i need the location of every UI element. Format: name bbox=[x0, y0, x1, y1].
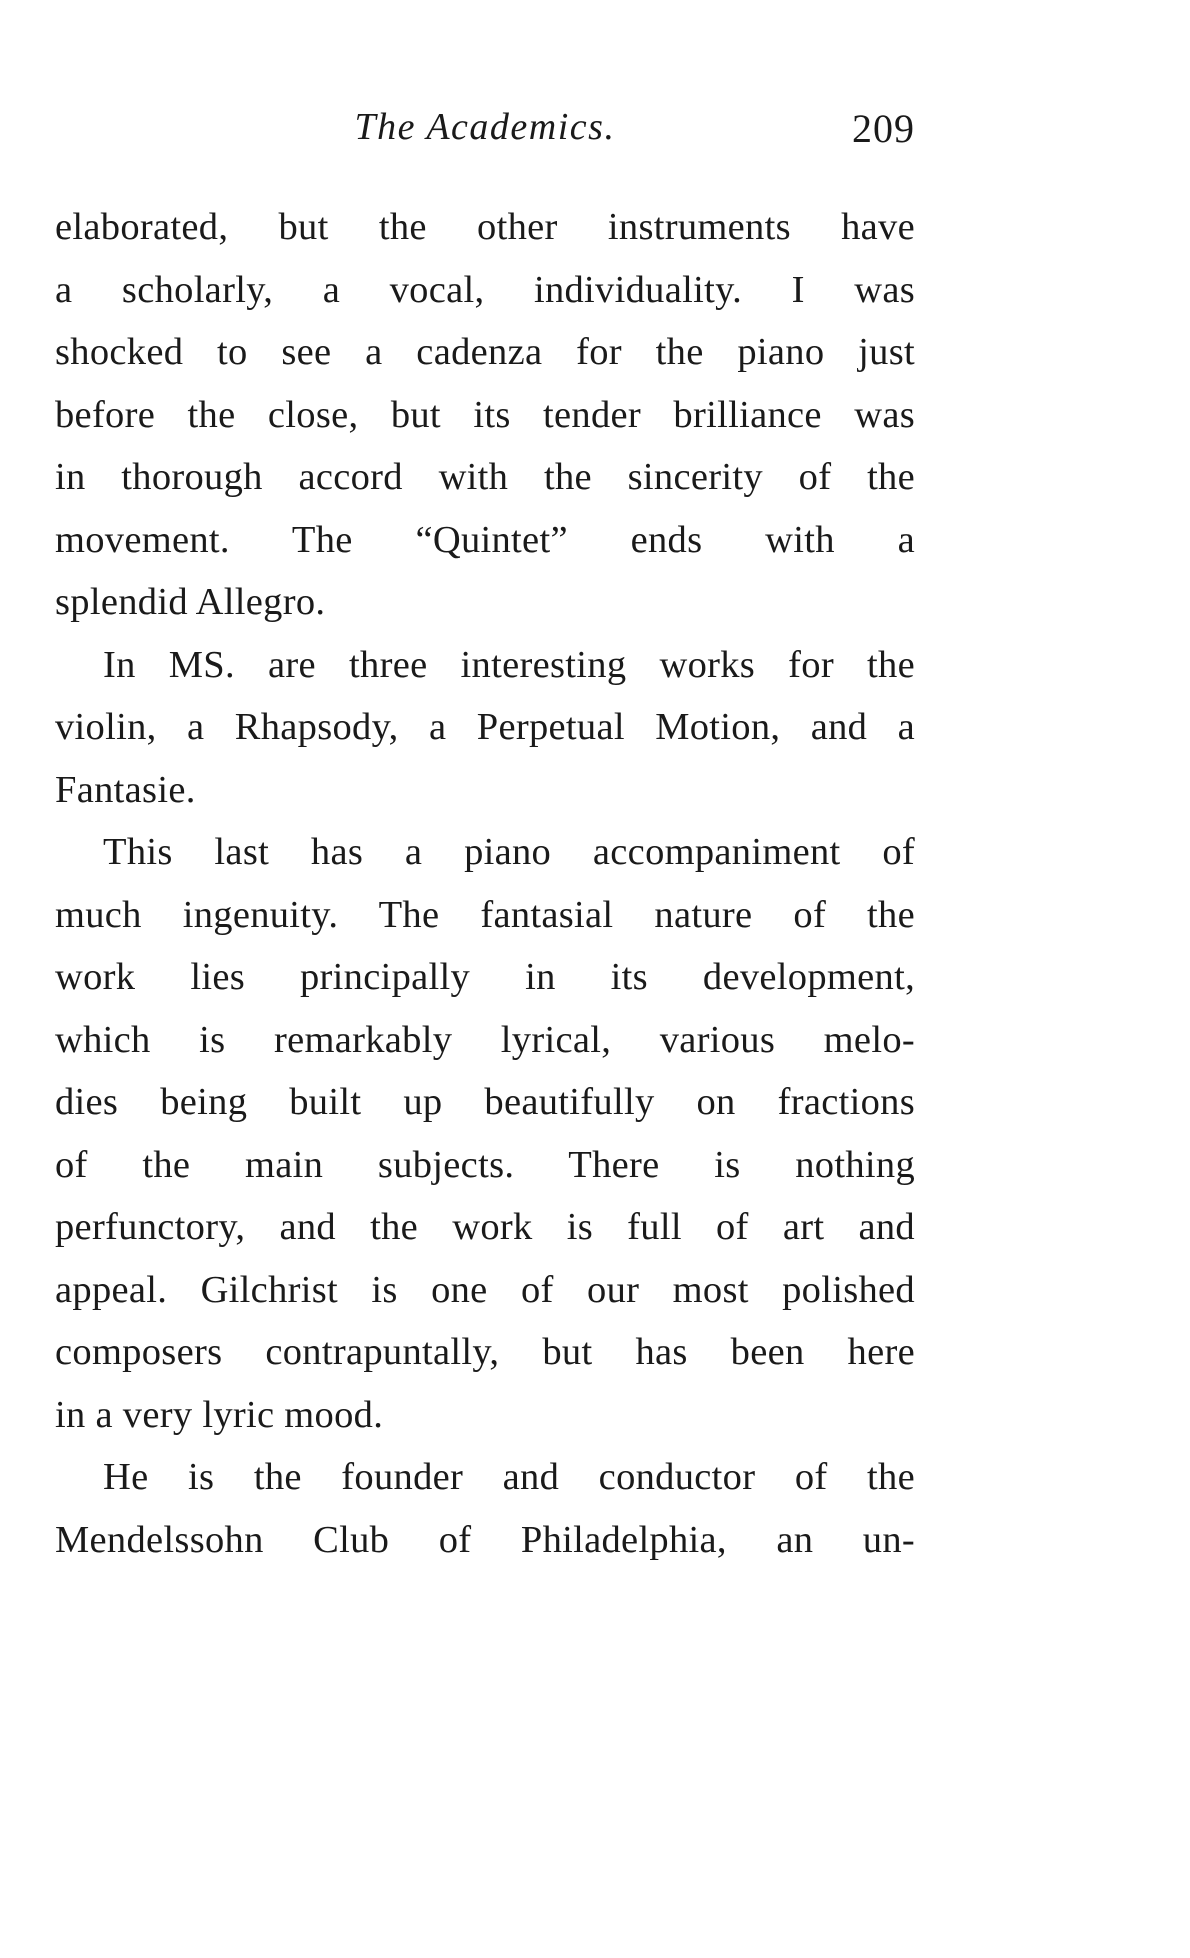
text-line: perfunctory, and the work is full of art and bbox=[55, 1206, 915, 1248]
paragraph bbox=[55, 821, 915, 1446]
text-line: elaborated, but the other instruments have bbox=[55, 206, 915, 248]
text-line: composers contrapuntally, but has been here bbox=[55, 1331, 915, 1373]
paragraph bbox=[55, 1446, 915, 1571]
text-line: shocked to see a cadenza for the piano just bbox=[55, 331, 915, 373]
text-line: in thorough accord with the sincerity of the bbox=[55, 456, 915, 498]
paragraph bbox=[55, 196, 915, 634]
text-line: movement. The “Quintet” ends with a bbox=[55, 518, 915, 561]
text-line: splendid Allegro. bbox=[55, 581, 326, 623]
text-line: a scholarly, a vocal, individuality. I was bbox=[55, 268, 915, 311]
running-head bbox=[55, 105, 915, 155]
text-line: He is the founder and conductor of the bbox=[103, 1456, 915, 1498]
page-number: 209 bbox=[852, 106, 915, 151]
text-line: Mendelssohn Club of Philadelphia, an un- bbox=[55, 1518, 915, 1561]
text-line: before the close, but its tender brilliance was bbox=[55, 393, 915, 436]
running-title: The Academics. bbox=[354, 106, 616, 148]
body-text bbox=[55, 196, 915, 1571]
text-line: which is remarkably lyrical, various melo- bbox=[55, 1018, 915, 1061]
text-line: violin, a Rhapsody, a Perpetual Motion, and a bbox=[55, 706, 915, 748]
text-line: work lies principally in its development, bbox=[55, 956, 915, 998]
text-line: in a very lyric mood. bbox=[55, 1393, 384, 1436]
text-line: Fantasie. bbox=[55, 768, 196, 811]
paragraph bbox=[55, 634, 915, 822]
text-line: of the main subjects. There is nothing bbox=[55, 1143, 915, 1186]
text-line: This last has a piano accompaniment of bbox=[103, 831, 915, 873]
text-line: appeal. Gilchrist is one of our most polished bbox=[55, 1268, 915, 1311]
text-line: In MS. are three interesting works for the bbox=[103, 643, 915, 686]
text-line: much ingenuity. The fantasial nature of the bbox=[55, 893, 915, 936]
text-line: dies being built up beautifully on fractions bbox=[55, 1081, 915, 1123]
